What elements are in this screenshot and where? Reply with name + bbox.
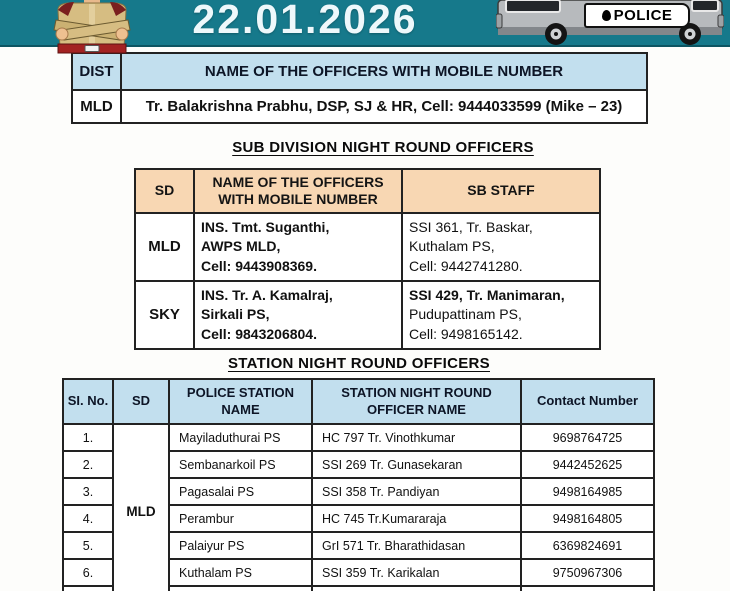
dist-value: MLD <box>72 90 121 123</box>
round-officer-name: GrI 571 Tr. Bharathidasan <box>312 532 521 559</box>
sb-line: Pudupattinam PS, <box>409 306 522 323</box>
row-number: 3. <box>63 478 113 505</box>
officer-line: INS. Tmt. Suganthi, <box>201 219 330 235</box>
round-officer-name: HC 745 Tr.Kumararaja <box>312 505 521 532</box>
sb-line: Cell: 9498165142. <box>409 325 523 342</box>
sd-header: SD <box>113 379 169 424</box>
officer-line: INS. Tr. A. Kamalraj, <box>201 286 333 303</box>
row-number: 5. <box>63 532 113 559</box>
station-name: Kuthalam PS <box>169 559 312 586</box>
table-header-row <box>63 379 654 424</box>
officer-line: AWPS MLD, <box>201 238 281 255</box>
police-jeep-icon <box>496 0 724 45</box>
station-name: Mayiladuthurai PS <box>169 424 312 451</box>
round-officer-header: STATION NIGHT ROUND OFFICER NAME <box>312 379 521 424</box>
station-name: Sembanarkoil PS <box>169 451 312 478</box>
round-officer-name: SSI 359 Tr. Karikalan <box>312 559 521 586</box>
contact-number: 9442452625 <box>521 451 654 478</box>
round-officer-name: SSI 358 Tr. Pandiyan <box>312 478 521 505</box>
station-name-header: POLICE STATION NAME <box>169 379 312 424</box>
sub-division-section-title: SUB DIVISION NIGHT ROUND OFFICERS <box>232 139 534 156</box>
officer-name-header: NAME OF THE OFFICERS WITH MOBILE NUMBER <box>121 53 647 90</box>
officer-line: Cell: 9843206804. <box>201 325 317 342</box>
row-number: 2. <box>63 451 113 478</box>
station-section-title: STATION NIGHT ROUND OFFICERS <box>227 355 490 372</box>
officer-line: Sirkali PS, <box>201 306 270 323</box>
district-officer-value: Tr. Balakrishna Prabhu, DSP, SJ & HR, Cell: 9444033599 (Mike – 23) <box>121 90 647 123</box>
officer-cell <box>194 213 402 281</box>
station-table <box>62 378 655 591</box>
officer-cell <box>194 281 402 349</box>
sb-staff-cell <box>402 281 600 349</box>
table-row <box>135 213 600 281</box>
police-label: POLICE <box>613 7 673 24</box>
sb-line: SSI 429, Tr. Manimaran, <box>409 286 565 303</box>
sb-staff-cell <box>402 213 600 281</box>
contact-number: 9498164805 <box>521 505 654 532</box>
police-emblem-dot-icon <box>602 10 611 21</box>
contact-number-header: Contact Number <box>521 379 654 424</box>
district-officer-table <box>71 52 648 124</box>
contact-number: 6369824691 <box>521 532 654 559</box>
round-officer-name: HC 797 Tr. Vinothkumar <box>312 424 521 451</box>
row-number: 6. <box>63 559 113 586</box>
station-name: Pagasalai PS <box>169 478 312 505</box>
table-row <box>63 424 654 451</box>
sb-line: SSI 361, Tr. Baskar, <box>409 219 533 235</box>
row-number: 4. <box>63 505 113 532</box>
date-heading: 22.01.2026 <box>192 0 418 42</box>
officer-name-header: NAME OF THE OFFICERS WITH MOBILE NUMBER <box>194 169 402 213</box>
contact-number: 9698764725 <box>521 424 654 451</box>
round-officer-name: SSI 269 Tr. Gunasekaran <box>312 451 521 478</box>
sb-staff-header: SB STAFF <box>402 169 600 213</box>
sl-no-header: SI. No. <box>63 379 113 424</box>
contact-number: 9750967306 <box>521 559 654 586</box>
table-header-row <box>72 53 647 90</box>
header-banner <box>0 0 730 47</box>
contact-number: 9498164985 <box>521 478 654 505</box>
row-number: 1. <box>63 424 113 451</box>
station-name: Perambur <box>169 505 312 532</box>
sd-value: MLD <box>135 213 194 281</box>
table-row <box>135 281 600 349</box>
sb-line: Kuthalam PS, <box>409 238 495 255</box>
dist-header: DIST <box>72 53 121 90</box>
police-officer-icon <box>44 0 140 54</box>
police-door-panel <box>584 3 690 28</box>
officer-line: Cell: 9443908369. <box>201 257 317 274</box>
station-name: Palaiyur PS <box>169 532 312 559</box>
sub-division-table <box>134 168 601 350</box>
sd-value: SKY <box>135 281 194 349</box>
sd-header: SD <box>135 169 194 213</box>
table-header-row <box>135 169 600 213</box>
sd-group-value: MLD <box>113 424 169 591</box>
sb-line: Cell: 9442741280. <box>409 257 523 274</box>
table-row <box>72 90 647 123</box>
